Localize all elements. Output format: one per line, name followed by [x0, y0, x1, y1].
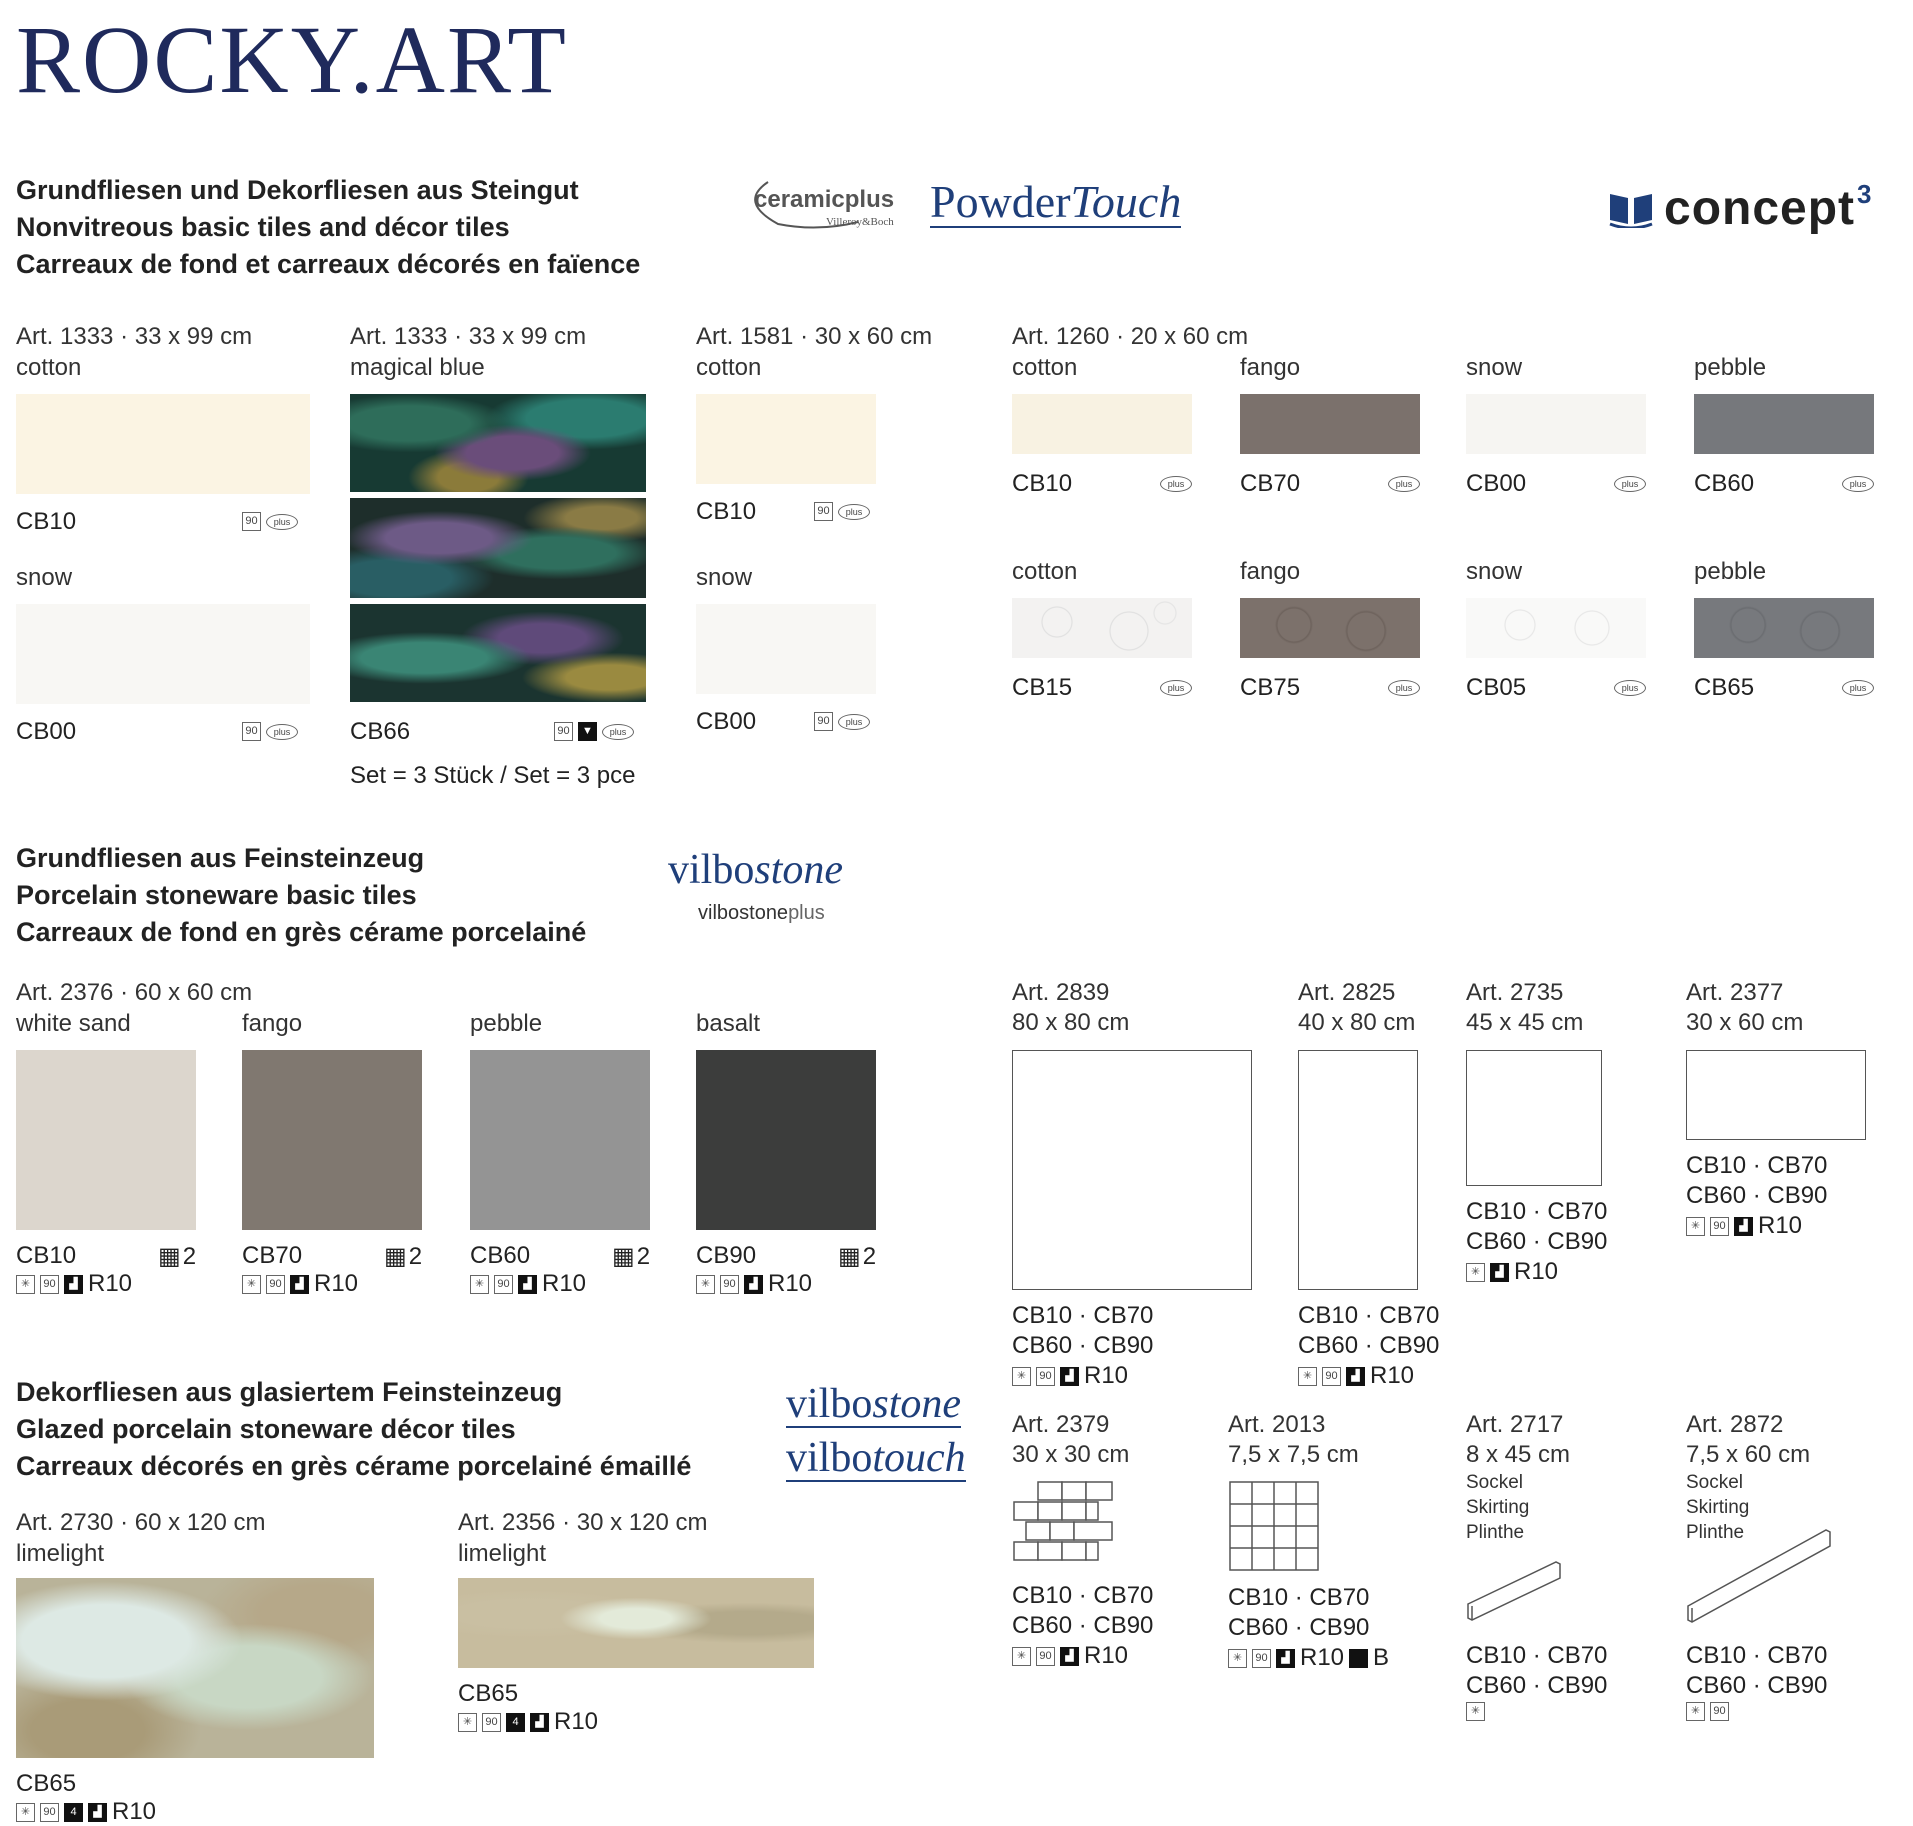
- art-label: Art. 2717: [1466, 1411, 1564, 1438]
- codes: CB10 · CB70: [1466, 1642, 1608, 1669]
- powdertouch-logo: [930, 178, 1181, 228]
- concept-sup: 3: [1857, 178, 1872, 209]
- icon-row: [16, 1798, 156, 1826]
- ceramicplus-logo: [738, 172, 903, 232]
- touch-text: touch: [872, 1435, 966, 1481]
- tile-code: CB00: [16, 718, 77, 745]
- frost-icon: ✳: [16, 1803, 35, 1822]
- icon-row: [1012, 1362, 1128, 1390]
- size-label: 30 x 60 cm: [1686, 1009, 1804, 1036]
- art-label: Art. 2377: [1686, 979, 1784, 1006]
- tile-swatch: [16, 394, 310, 494]
- art-label: Art. 2872: [1686, 1411, 1784, 1438]
- tile-swatch: [1240, 394, 1420, 454]
- slip-rating: R10: [314, 1270, 359, 1297]
- format-outline: [1466, 1050, 1602, 1186]
- foot-icon: ▟: [64, 1275, 83, 1294]
- art-label: Art. 2730 · 60 x 120 cm: [16, 1509, 266, 1536]
- ceramic-text: ceramicplus: [754, 186, 895, 213]
- color-name: pebble: [470, 1010, 543, 1037]
- tile-code: CB05: [1466, 674, 1527, 701]
- degree-icon: 90: [242, 722, 261, 741]
- codes: CB60 · CB90: [1466, 1672, 1608, 1699]
- tile-swatch: [1694, 394, 1874, 454]
- frost-icon: ✳: [1228, 1649, 1247, 1668]
- plus-icon: plus: [1160, 680, 1192, 696]
- tile-code: CB60: [470, 1242, 531, 1269]
- frost-icon: ✳: [242, 1275, 261, 1294]
- color-name: cotton: [16, 354, 82, 381]
- book-icon: [1608, 188, 1654, 228]
- decor-tile: [458, 1578, 814, 1668]
- icon-row: [554, 722, 634, 741]
- tile-code: CB65: [1694, 674, 1755, 701]
- art-label: Art. 2825: [1298, 979, 1396, 1006]
- wear-class-icon: 4: [506, 1713, 525, 1732]
- codes: CB60 · CB90: [1228, 1614, 1370, 1641]
- powder-text: Powder: [930, 176, 1071, 227]
- codes: CB60 · CB90: [1466, 1228, 1608, 1255]
- color-name: cotton: [1012, 558, 1078, 585]
- foot-icon: ▟: [1346, 1367, 1365, 1386]
- frost-icon: ✳: [1466, 1263, 1485, 1282]
- degree-icon: 90: [814, 502, 833, 521]
- tile-swatch: [1012, 598, 1192, 658]
- degree-icon: 90: [242, 512, 261, 531]
- plus-icon: plus: [1614, 476, 1646, 492]
- tile-swatch: [1466, 598, 1646, 658]
- sub-label: Plinthe: [1686, 1522, 1745, 1543]
- codes: CB10 · CB70: [1228, 1584, 1370, 1611]
- qty-row: [384, 1242, 422, 1271]
- set-label: Set = 3 Stück / Set = 3 pce: [350, 762, 636, 789]
- icon-row: [1686, 1702, 1729, 1721]
- codes: CB10 · CB70: [1298, 1302, 1440, 1329]
- art-label: Art. 2376 · 60 x 60 cm: [16, 979, 253, 1006]
- vilbo-text: vilbo: [668, 847, 755, 893]
- art-label: Art. 1333 · 33 x 99 cm: [16, 323, 253, 350]
- foot-icon: ▟: [1490, 1263, 1509, 1282]
- degree-icon: 90: [494, 1275, 513, 1294]
- heading-line: Glazed porcelain stoneware décor tiles: [16, 1414, 516, 1444]
- barefoot-rating: B: [1373, 1644, 1390, 1671]
- frost-icon: ✳: [16, 1275, 35, 1294]
- slip-rating: R10: [1084, 1642, 1129, 1669]
- wear-class-icon: 4: [64, 1803, 83, 1822]
- art-label: Art. 2839: [1012, 979, 1110, 1006]
- icon-row: [242, 722, 298, 741]
- skirting-icon: [1466, 1548, 1566, 1628]
- codes: CB60 · CB90: [1686, 1672, 1828, 1699]
- slip-rating: R10: [88, 1270, 133, 1297]
- plus-icon: plus: [1842, 680, 1874, 696]
- foot-icon: ▟: [88, 1803, 107, 1822]
- frost-icon: ✳: [1686, 1217, 1705, 1236]
- tile-swatch: [696, 394, 876, 484]
- plus-icon: plus: [1388, 680, 1420, 696]
- color-name: white sand: [16, 1010, 131, 1037]
- grid-icon: ▦: [158, 1243, 181, 1270]
- color-name: snow: [1466, 354, 1523, 381]
- size-label: 8 x 45 cm: [1466, 1441, 1571, 1468]
- plus-icon: plus: [838, 714, 870, 730]
- heading-line: Carreaux de fond en grès cérame porcelainé: [16, 917, 587, 947]
- tile-code: CB10: [16, 508, 77, 535]
- color-name: fango: [1240, 354, 1301, 381]
- slip-rating: R10: [1758, 1212, 1803, 1239]
- icon-row: [16, 1270, 132, 1298]
- sub-label: Skirting: [1466, 1497, 1530, 1518]
- color-name: pebble: [1694, 558, 1767, 585]
- size-label: 7,5 x 60 cm: [1686, 1441, 1811, 1468]
- tile-code: CB60: [1694, 470, 1755, 497]
- plus-icon: plus: [266, 514, 298, 530]
- tile-swatch: [242, 1050, 422, 1230]
- codes: CB10 · CB70: [1012, 1582, 1154, 1609]
- stone-text: stone: [754, 847, 843, 893]
- sub-label: Sockel: [1466, 1472, 1524, 1493]
- color-name: pebble: [1694, 354, 1767, 381]
- degree-icon: 90: [814, 712, 833, 731]
- vilbostone-text: vilbostone: [698, 902, 789, 924]
- heading-line: Carreaux décorés en grès cérame porcelainé émaillé: [16, 1451, 692, 1481]
- decor-tile-3: [350, 604, 646, 702]
- art-label: Art. 1581 · 30 x 60 cm: [696, 323, 933, 350]
- icon-row: [696, 1270, 812, 1298]
- qty-row: [612, 1242, 650, 1271]
- skirting-icon: [1686, 1520, 1836, 1630]
- icon-row: [1012, 1642, 1128, 1670]
- vilbostoneplus-logo: [698, 902, 825, 925]
- tile-swatch: [1240, 598, 1420, 658]
- codes: CB60 · CB90: [1686, 1182, 1828, 1209]
- format-outline: [1012, 1050, 1252, 1290]
- frost-icon: ✳: [696, 1275, 715, 1294]
- tile-code: CB90: [696, 1242, 757, 1269]
- tile-code: CB70: [242, 1242, 303, 1269]
- slip-rating: R10: [542, 1270, 587, 1297]
- degree-icon: 90: [1710, 1217, 1729, 1236]
- art-label: Art. 2356 · 30 x 120 cm: [458, 1509, 708, 1536]
- color-name: fango: [242, 1010, 303, 1037]
- villeroy-text: Villeroy&Boch: [826, 216, 894, 228]
- format-outline: [1298, 1050, 1418, 1290]
- icon-row: [814, 502, 870, 521]
- foot-icon: ▟: [518, 1275, 537, 1294]
- foot-icon: ▟: [290, 1275, 309, 1294]
- qty-row: [838, 1242, 876, 1271]
- decor-tile-1: [350, 394, 646, 492]
- icon-row: [1466, 1258, 1558, 1286]
- art-label: Art. 1333 · 33 x 99 cm: [350, 323, 587, 350]
- color-name: cotton: [696, 354, 762, 381]
- decor-tile-2: [350, 498, 646, 598]
- section3-heading: [16, 1374, 691, 1485]
- degree-icon: 90: [40, 1275, 59, 1294]
- icon-row: [242, 512, 298, 531]
- tile-code: CB10: [16, 1242, 77, 1269]
- plus-icon: plus: [602, 724, 634, 740]
- plus-text: plus: [788, 902, 825, 924]
- heading-line: Dekorfliesen aus glasiertem Feinsteinzeug: [16, 1377, 563, 1407]
- plus-icon: plus: [1160, 476, 1192, 492]
- codes: CB60 · CB90: [1298, 1332, 1440, 1359]
- foot-icon: ▟: [530, 1713, 549, 1732]
- mosaic-grid-icon: [1228, 1480, 1322, 1574]
- size-label: 30 x 30 cm: [1012, 1441, 1130, 1468]
- degree-icon: 90: [720, 1275, 739, 1294]
- plus-icon: plus: [1388, 476, 1420, 492]
- codes: CB60 · CB90: [1012, 1612, 1154, 1639]
- codes: CB60 · CB90: [1012, 1332, 1154, 1359]
- foot-icon: ▟: [1060, 1367, 1079, 1386]
- grid-icon: ▦: [612, 1243, 635, 1270]
- sub-label: Sockel: [1686, 1472, 1744, 1493]
- section1-heading: [16, 172, 640, 283]
- color-name: basalt: [696, 1010, 761, 1037]
- vilbo-text: vilbo: [786, 1435, 873, 1481]
- qty-text: 2: [408, 1242, 423, 1270]
- icon-row: [1298, 1362, 1414, 1390]
- icon-row: [470, 1270, 586, 1298]
- color-name: cotton: [1012, 354, 1078, 381]
- color-name: limelight: [16, 1540, 105, 1567]
- heading-line: Carreaux de fond et carreaux décorés en faïence: [16, 249, 641, 279]
- slip-rating: R10: [1370, 1362, 1415, 1389]
- degree-icon: 90: [1252, 1649, 1271, 1668]
- codes: CB10 · CB70: [1686, 1152, 1828, 1179]
- frost-icon: ✳: [1012, 1367, 1031, 1386]
- slip-rating: R10: [1300, 1644, 1345, 1671]
- tile-swatch: [16, 1050, 196, 1230]
- qty-text: 2: [182, 1242, 197, 1270]
- tile-code: CB75: [1240, 674, 1301, 701]
- frost-icon: ✳: [458, 1713, 477, 1732]
- tile-swatch: [696, 604, 876, 694]
- concept-text: concept: [1664, 181, 1856, 235]
- tile-code: CB65: [458, 1680, 519, 1707]
- degree-icon: 90: [1036, 1647, 1055, 1666]
- frost-icon: ✳: [1466, 1702, 1485, 1721]
- color-name: limelight: [458, 1540, 547, 1567]
- foot-icon: ▟: [744, 1275, 763, 1294]
- degree-icon: 90: [1322, 1367, 1341, 1386]
- color-name: snow: [1466, 558, 1523, 585]
- codes: CB10 · CB70: [1012, 1302, 1154, 1329]
- degree-icon: 90: [1710, 1702, 1729, 1721]
- frost-icon: ✳: [1298, 1367, 1317, 1386]
- tile-code: CB00: [696, 708, 757, 735]
- qty-row: [158, 1242, 196, 1271]
- codes: CB10 · CB70: [1466, 1198, 1608, 1225]
- sub-label: Skirting: [1686, 1497, 1750, 1518]
- heading-line: Nonvitreous basic tiles and décor tiles: [16, 212, 510, 242]
- color-name: snow: [696, 564, 753, 591]
- slip-rating: R10: [112, 1798, 157, 1825]
- tile-code: CB15: [1012, 674, 1073, 701]
- tile-swatch: [470, 1050, 650, 1230]
- touch-text: Touch: [1070, 176, 1182, 227]
- foot-icon: ▟: [1276, 1649, 1295, 1668]
- grid-icon: ▦: [384, 1243, 407, 1270]
- degree-icon: 90: [266, 1275, 285, 1294]
- degree-icon: 90: [1036, 1367, 1055, 1386]
- slip-rating: R10: [1514, 1258, 1559, 1285]
- degree-icon: 90: [482, 1713, 501, 1732]
- icon-row: [1466, 1702, 1485, 1721]
- icon-row: [1686, 1212, 1802, 1240]
- decor-tile: [16, 1578, 374, 1758]
- brand-title: ROCKY.ART: [16, 6, 568, 113]
- heading-line: Grundfliesen aus Feinsteinzeug: [16, 843, 425, 873]
- section2-heading: [16, 840, 586, 951]
- tile-code: CB10: [1012, 470, 1073, 497]
- barefoot-icon: [1349, 1649, 1368, 1668]
- heading-line: Porcelain stoneware basic tiles: [16, 880, 417, 910]
- vilbo-text: vilbo: [786, 1381, 873, 1427]
- tile-code: CB65: [16, 1770, 77, 1797]
- icon-row: [814, 712, 870, 731]
- grid-icon: ▦: [838, 1243, 861, 1270]
- codes: CB10 · CB70: [1686, 1642, 1828, 1669]
- tile-code: CB66: [350, 718, 411, 745]
- tile-swatch: [1466, 394, 1646, 454]
- sub-label: Plinthe: [1466, 1522, 1525, 1543]
- brick-pattern-icon: [1012, 1480, 1116, 1572]
- plus-icon: plus: [266, 724, 298, 740]
- slip-rating: R10: [768, 1270, 813, 1297]
- skirting-labels: [1466, 1470, 1529, 1545]
- icon-row: [1228, 1644, 1389, 1672]
- frost-icon: ✳: [1012, 1647, 1031, 1666]
- art-label: Art. 2379: [1012, 1411, 1110, 1438]
- tile-code: CB00: [1466, 470, 1527, 497]
- art-label: Art. 2013: [1228, 1411, 1326, 1438]
- art-label: Art. 2735: [1466, 979, 1564, 1006]
- slip-rating: R10: [1084, 1362, 1129, 1389]
- format-outline: [1686, 1050, 1866, 1140]
- tile-swatch: [16, 604, 310, 704]
- slip-rating: R10: [554, 1708, 599, 1735]
- degree-icon: 90: [40, 1803, 59, 1822]
- size-label: 40 x 80 cm: [1298, 1009, 1416, 1036]
- icon-row: [458, 1708, 598, 1736]
- degree-icon: 90: [554, 722, 573, 741]
- color-name: snow: [16, 564, 73, 591]
- size-label: 45 x 45 cm: [1466, 1009, 1584, 1036]
- heading-line: Grundfliesen und Dekorfliesen aus Steingut: [16, 175, 579, 205]
- size-label: 80 x 80 cm: [1012, 1009, 1130, 1036]
- size-label: 7,5 x 7,5 cm: [1228, 1441, 1359, 1468]
- plus-icon: plus: [1842, 476, 1874, 492]
- tile-swatch: [696, 1050, 876, 1230]
- foot-icon: ▟: [1060, 1647, 1079, 1666]
- qty-text: 2: [636, 1242, 651, 1270]
- tile-swatch: [1012, 394, 1192, 454]
- frost-icon: ✳: [470, 1275, 489, 1294]
- vilbostone-logo: [786, 1382, 961, 1428]
- tile-code: CB10: [696, 498, 757, 525]
- plus-icon: plus: [1614, 680, 1646, 696]
- stone-text: stone: [872, 1381, 961, 1427]
- plus-icon: plus: [838, 504, 870, 520]
- art-label: Art. 1260 · 20 x 60 cm: [1012, 323, 1249, 350]
- foot-icon: ▟: [1734, 1217, 1753, 1236]
- color-name: fango: [1240, 558, 1301, 585]
- qty-text: 2: [862, 1242, 877, 1270]
- vilbotouch-logo: [786, 1436, 966, 1482]
- color-name: magical blue: [350, 354, 485, 381]
- tile-swatch: [1694, 598, 1874, 658]
- frost-icon: ✳: [1686, 1702, 1705, 1721]
- vilbostone-logo: [668, 846, 843, 894]
- tile-code: CB70: [1240, 470, 1301, 497]
- glass-icon: ▼: [578, 722, 597, 741]
- concept-logo: [1608, 178, 1872, 238]
- icon-row: [242, 1270, 358, 1298]
